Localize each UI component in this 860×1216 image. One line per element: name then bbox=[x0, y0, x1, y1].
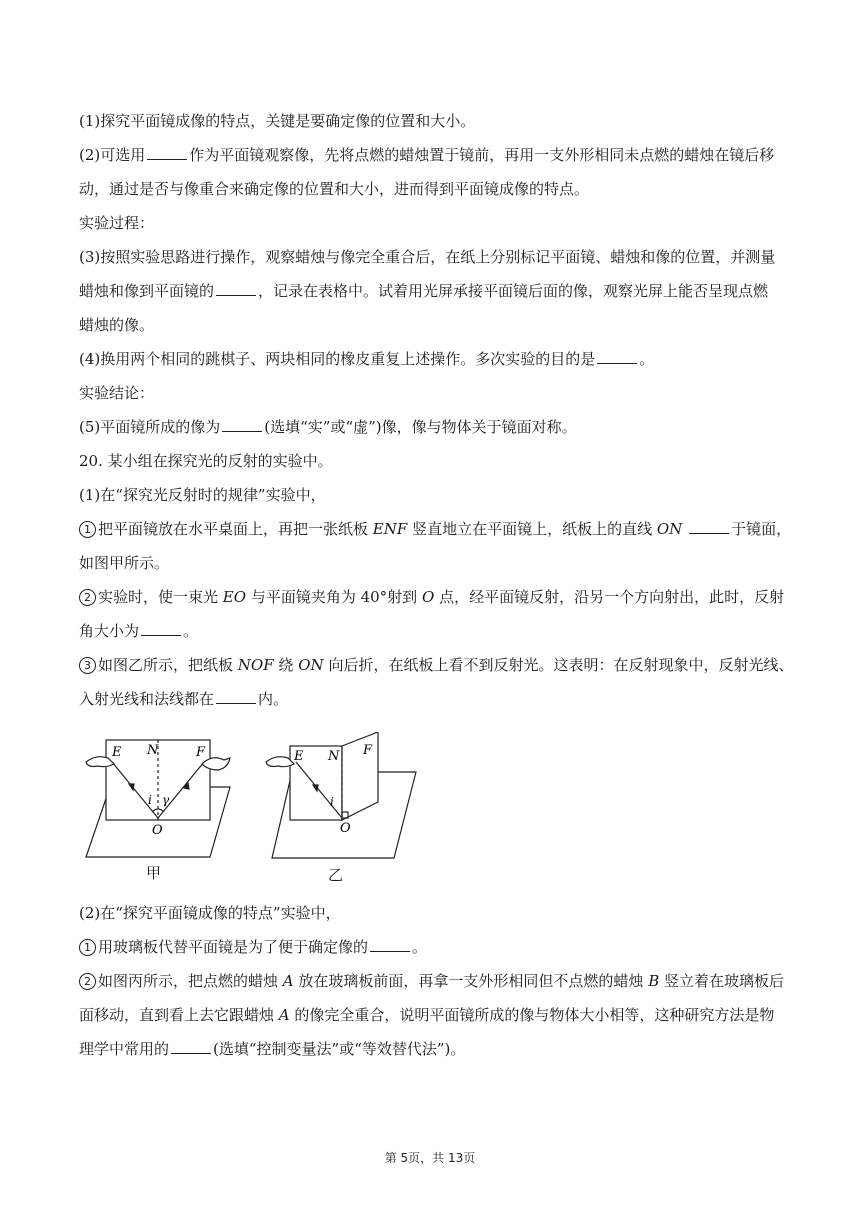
figure-right bbox=[266, 732, 416, 858]
text: 点，经平面镜反射，沿另一个方向射出，此时，反射 bbox=[439, 588, 785, 606]
text: (5)平面镜所成的像为 bbox=[79, 418, 221, 436]
text: 的像完全重合，说明平面镜所成的像与物体大小相等，这种研究方法是物 bbox=[294, 1006, 775, 1024]
label-O-left: O bbox=[152, 823, 163, 838]
text: 蜡烛的像。 bbox=[79, 316, 155, 334]
label-F-left: F bbox=[196, 745, 206, 760]
label-i-right: i bbox=[330, 795, 334, 809]
circled-number: 2 bbox=[79, 589, 96, 606]
text: 作为平面镜观察像，先将点燃的蜡烛置于镜前，再用一支外形相同未点燃的蜡烛在镜后移 bbox=[189, 146, 775, 164]
reflection-figure bbox=[78, 732, 438, 882]
text: (2)在“探究平面镜成像的特点”实验中， bbox=[79, 904, 341, 922]
text: 与平面镜夹角为 40°射到 bbox=[250, 588, 418, 606]
answer-blank[interactable] bbox=[222, 417, 262, 432]
text-line bbox=[79, 1038, 790, 1060]
text-line bbox=[79, 1004, 790, 1026]
section-heading bbox=[79, 382, 790, 404]
text: (选填“实”或“虚”)像，像与物体关于镜面对称。 bbox=[264, 418, 577, 436]
math-var: O bbox=[421, 588, 435, 606]
figure-caption-right: 乙 bbox=[328, 866, 344, 884]
circled-number: 1 bbox=[79, 521, 96, 538]
figure-caption-left: 甲 bbox=[146, 864, 162, 882]
text: 如图丙所示，把点燃的蜡烛 bbox=[98, 972, 279, 990]
text: (4)换用两个相同的跳棋子、两块相同的橡皮重复上述操作。多次实验的目的是 bbox=[79, 350, 596, 368]
text-line bbox=[79, 246, 790, 268]
reflection-diagram bbox=[78, 732, 438, 882]
text: 内。 bbox=[258, 690, 289, 708]
text: 角大小为 bbox=[79, 622, 140, 640]
text: 理学中常用的 bbox=[79, 1040, 170, 1058]
text-line bbox=[79, 348, 790, 370]
text: 于镜面， bbox=[731, 520, 792, 538]
circled-number: 3 bbox=[79, 657, 96, 674]
page-footer: 第 5页，共 13页 bbox=[384, 1151, 476, 1165]
math-var: ON bbox=[656, 520, 683, 538]
text-line bbox=[79, 552, 790, 574]
question-title bbox=[79, 450, 790, 472]
math-var: A bbox=[282, 972, 294, 990]
answer-blank[interactable] bbox=[216, 281, 256, 296]
label-r-left: γ bbox=[162, 793, 170, 807]
math-var: EO bbox=[222, 588, 247, 606]
text: 面移动，直到看上去它跟蜡烛 bbox=[79, 1006, 275, 1024]
answer-blank[interactable] bbox=[597, 349, 637, 364]
text-line bbox=[79, 902, 790, 924]
text: (1)在“探究光反射时的规律”实验中， bbox=[79, 486, 326, 504]
text: 竖立着在玻璃板后 bbox=[664, 972, 785, 990]
label-i-left: i bbox=[148, 793, 152, 807]
text-line bbox=[79, 970, 790, 992]
text: 。 bbox=[412, 938, 428, 956]
text: ，记录在表格中。试着用光屏承接平面镜后面的像，观察光屏上能否呈现点燃 bbox=[258, 282, 769, 300]
text: 竖直地立在平面镜上，纸板上的直线 bbox=[412, 520, 653, 538]
text: 向后折，在纸板上看不到反射光。这表明：在反射现象中，反射光线、 bbox=[328, 656, 794, 674]
text-line bbox=[79, 314, 790, 336]
math-var: A bbox=[278, 1006, 290, 1024]
math-var: NOF bbox=[237, 656, 274, 674]
text: (选填“控制变量法”或“等效替代法”)。 bbox=[213, 1040, 466, 1058]
answer-blank[interactable] bbox=[147, 145, 187, 160]
text: 实验时，使一束光 bbox=[98, 588, 219, 606]
answer-blank[interactable] bbox=[370, 937, 410, 952]
text: (2)可选用 bbox=[79, 146, 146, 164]
circled-number: 2 bbox=[79, 973, 96, 990]
text: (1)探究平面镜成像的特点，关键是要确定像的位置和大小。 bbox=[79, 112, 476, 130]
text-line bbox=[79, 280, 790, 302]
text-line bbox=[79, 654, 794, 676]
text-line bbox=[79, 586, 790, 608]
answer-blank[interactable] bbox=[141, 621, 181, 636]
text-line bbox=[79, 620, 790, 642]
circled-number: 1 bbox=[79, 939, 96, 956]
text: 20. 某小组在探究光的反射的实验中。 bbox=[79, 452, 333, 470]
text-line bbox=[79, 484, 790, 506]
text-line bbox=[79, 110, 790, 132]
text: 蜡烛和像到平面镜的 bbox=[79, 282, 215, 300]
section-heading bbox=[79, 212, 790, 234]
text-line bbox=[79, 518, 790, 540]
text-line bbox=[79, 936, 790, 958]
answer-blank[interactable] bbox=[689, 519, 729, 534]
label-N-left: N bbox=[147, 743, 159, 758]
math-var: ENF bbox=[372, 520, 408, 538]
text: 入射光线和法线都在 bbox=[79, 690, 215, 708]
text-line bbox=[79, 688, 790, 710]
text: 实验过程： bbox=[79, 214, 155, 232]
text-line bbox=[79, 416, 790, 438]
text: 放在玻璃板前面，再拿一支外形相同但不点燃的蜡烛 bbox=[298, 972, 644, 990]
text: 绕 bbox=[278, 656, 294, 674]
label-F-right: F bbox=[363, 743, 373, 758]
math-var: ON bbox=[298, 656, 324, 674]
answer-blank[interactable] bbox=[216, 689, 256, 704]
text: 把平面镜放在水平桌面上，再把一张纸板 bbox=[98, 520, 369, 538]
text: 动，通过是否与像重合来确定像的位置和大小，进而得到平面镜成像的特点。 bbox=[79, 180, 590, 198]
text-line bbox=[79, 178, 790, 200]
label-O-right: O bbox=[340, 821, 351, 836]
text: 实验结论： bbox=[79, 384, 155, 402]
text: 。 bbox=[639, 350, 655, 368]
text: 。 bbox=[183, 622, 199, 640]
text: 用玻璃板代替平面镜是为了便于确定像的 bbox=[98, 938, 369, 956]
label-E-left: E bbox=[112, 745, 122, 760]
answer-blank[interactable] bbox=[171, 1039, 211, 1054]
label-E-right: E bbox=[294, 749, 304, 764]
text: 如图甲所示。 bbox=[79, 554, 170, 572]
text-line bbox=[79, 144, 790, 166]
math-var: B bbox=[648, 972, 660, 990]
text: (3)按照实验思路进行操作，观察蜡烛与像完全重合后，在纸上分别标记平面镜、蜡烛和像的位置，并测量 bbox=[79, 248, 776, 266]
label-N-right: N bbox=[328, 749, 340, 764]
text: 如图乙所示，把纸板 bbox=[98, 656, 234, 674]
